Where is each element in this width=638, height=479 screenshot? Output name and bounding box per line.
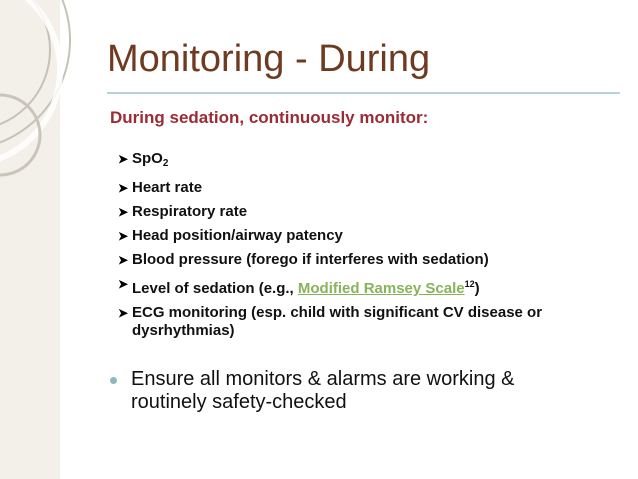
list-item-spo2 bbox=[118, 150, 618, 173]
circle-bullet-icon bbox=[110, 377, 117, 384]
bullet-text: Ensure all monitors & alarms are working & routinely safety-checked bbox=[131, 368, 515, 413]
list-item-label: Blood pressure (forego if interferes with sedation) bbox=[132, 251, 489, 268]
title-divider bbox=[107, 92, 620, 94]
right-arrowhead-icon: ➤ bbox=[118, 205, 129, 219]
right-arrowhead-icon: ➤ bbox=[118, 229, 129, 243]
list-item-respiratory-rate bbox=[118, 203, 618, 221]
right-arrowhead-icon: ➤ bbox=[118, 181, 129, 195]
list-item-label: ECG monitoring (esp. child with significant CV disease or dysrhythmias) bbox=[132, 304, 543, 339]
citation-superscript: 12 bbox=[464, 279, 475, 289]
list-item-label: Respiratory rate bbox=[132, 203, 248, 220]
list-item-level-of-sedation bbox=[118, 275, 618, 298]
slide-subtitle: During sedation, continuously monitor: bbox=[110, 108, 429, 127]
list-item-label: SpO$_2$ bbox=[132, 150, 169, 169]
decorative-rings bbox=[0, 0, 110, 479]
list-item-label: Head position/airway patency bbox=[132, 227, 343, 244]
list-item-heart-rate bbox=[118, 179, 618, 197]
right-arrowhead-icon: ➤ bbox=[118, 277, 129, 291]
list-item-label: Heart rate bbox=[132, 179, 203, 196]
list-item-ecg-monitoring bbox=[118, 304, 618, 340]
list-item-head-position bbox=[118, 227, 618, 245]
list-item-blood-pressure bbox=[118, 251, 618, 269]
right-arrowhead-icon: ➤ bbox=[118, 306, 129, 320]
modified-ramsey-scale-link[interactable]: Modified Ramsey Scale bbox=[297, 280, 465, 297]
list-item-label: Level of sedation (e.g., Modified Ramsey Scale$^{12}$) bbox=[132, 279, 480, 297]
right-arrowhead-icon: ➤ bbox=[118, 152, 129, 166]
right-arrowhead-icon: ➤ bbox=[118, 253, 129, 267]
bullet-item bbox=[110, 368, 610, 414]
monitor-list bbox=[118, 150, 618, 346]
slide-title: Monitoring - During bbox=[107, 38, 431, 80]
